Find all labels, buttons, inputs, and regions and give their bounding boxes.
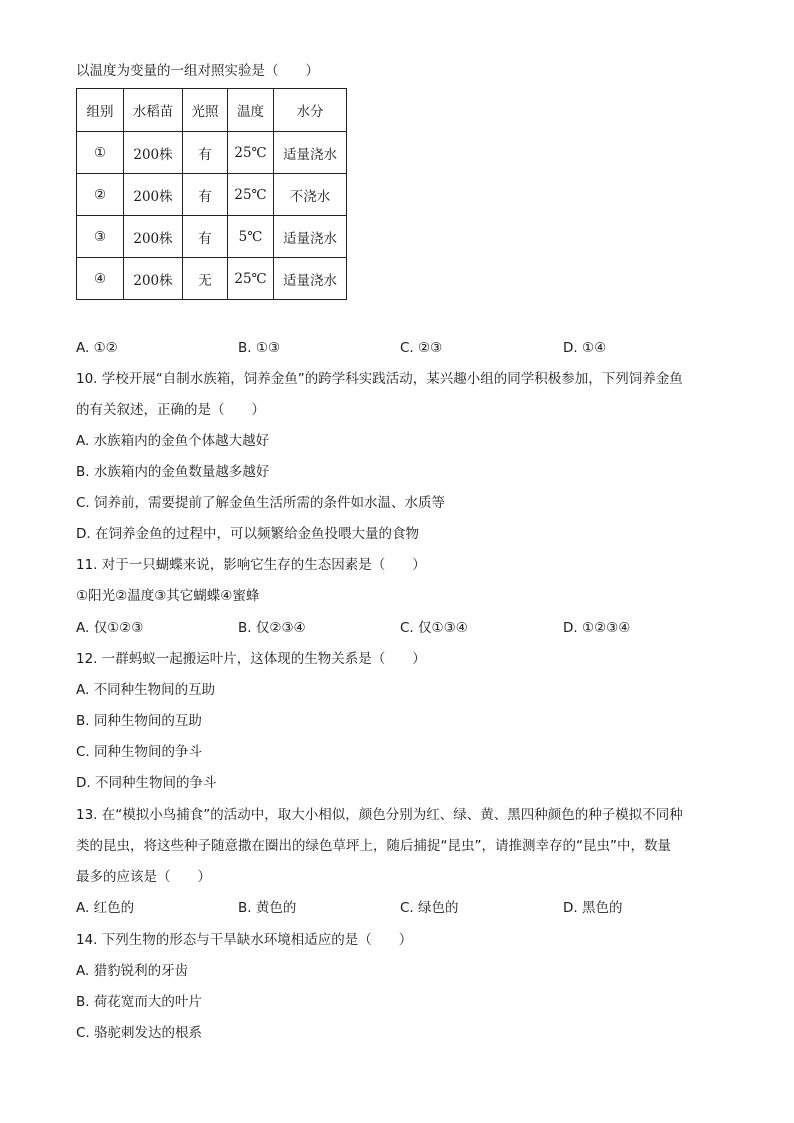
q9-option-a[interactable]: A. ①② [76,340,118,356]
q12-option-c[interactable]: C. 同种生物间的争斗 [76,744,203,760]
q10-stem: 10. 学校开展“自制水族箱，饲养金鱼”的跨学科实践活动，某兴趣小组的同学积极参加，下列饲养金鱼 [76,371,683,387]
table-cell: 5℃ [228,216,274,258]
q14-option-c[interactable]: C. 骆驼刺发达的根系 [76,1025,203,1041]
table-cell: 无 [183,258,228,300]
table-cell: 200株 [124,258,183,300]
q13-option-d[interactable]: D. 黑色的 [563,900,623,916]
table-cell: 25℃ [228,132,274,174]
q14-option-a[interactable]: A. 猎豹锐利的牙齿 [76,963,189,979]
table-row [77,216,347,258]
q14-option-b[interactable]: B. 荷花宽而大的叶片 [76,994,202,1010]
table-cell: 不浇水 [274,174,347,216]
q11-option-a[interactable]: A. 仅①②③ [76,620,144,636]
table-cell: ④ [77,258,124,300]
q13-option-b[interactable]: B. 黄色的 [238,900,297,916]
q13-stem: 13. 在“模拟小鸟捕食”的活动中，取大小相似，颜色分别为红、绿、黄、黑四种颜色的种子模拟不同种 [76,807,683,823]
q13-stem-cont: 最多的应该是（ ） [76,869,211,885]
table-cell: 适量浇水 [274,132,347,174]
q9-option-d[interactable]: D. ①④ [563,340,607,356]
q10-option-c[interactable]: C. 饲养前，需要提前了解金鱼生活所需的条件如水温、水质等 [76,495,446,511]
table-cell: 200株 [124,216,183,258]
experiment-table [76,88,347,300]
q12-option-a[interactable]: A. 不同种生物间的互助 [76,682,216,698]
q11-stem: 11. 对于一只蝴蝶来说，影响它生存的生态因素是（ ） [76,557,426,573]
q11-items: ①阳光②温度③其它蝴蝶④蜜蜂 [76,588,260,604]
table-cell: 有 [183,174,228,216]
table-cell: 适量浇水 [274,216,347,258]
q13-option-a[interactable]: A. 红色的 [76,900,135,916]
q12-option-d[interactable]: D. 不同种生物间的争斗 [76,775,217,791]
table-row [77,174,347,216]
table-cell: ③ [77,216,124,258]
q10-option-a[interactable]: A. 水族箱内的金鱼个体越大越好 [76,433,270,449]
table-header: 水稻苗 [124,89,183,132]
table-cell: 有 [183,132,228,174]
q12-option-b[interactable]: B. 同种生物间的互助 [76,713,202,729]
q11-option-b[interactable]: B. 仅②③④ [238,620,306,636]
table-cell: 25℃ [228,258,274,300]
q10-option-d[interactable]: D. 在饲养金鱼的过程中，可以频繁给金鱼投喂大量的食物 [76,526,419,542]
q9-option-b[interactable]: B. ①③ [238,340,281,356]
table-header: 光照 [183,89,228,132]
q13-stem-cont: 类的昆虫，将这些种子随意撒在圈出的绿色草坪上，随后捕捉“昆虫”，请推测幸存的“昆虫”中，数量 [76,838,671,854]
q10-stem-cont: 的有关叙述，正确的是（ ） [76,402,265,418]
table-header: 水分 [274,89,347,132]
table-header: 温度 [228,89,274,132]
table-header: 组别 [77,89,124,132]
table-cell: 适量浇水 [274,258,347,300]
q9-option-c[interactable]: C. ②③ [400,340,443,356]
table-cell: 200株 [124,132,183,174]
q12-stem: 12. 一群蚂蚁一起搬运叶片，这体现的生物关系是（ ） [76,651,426,667]
q10-option-b[interactable]: B. 水族箱内的金鱼数量越多越好 [76,464,270,480]
table-row [77,132,347,174]
table-cell: 25℃ [228,174,274,216]
table-header-row [77,89,347,132]
table-cell: 有 [183,216,228,258]
q14-stem: 14. 下列生物的形态与干旱缺水环境相适应的是（ ） [76,932,413,948]
q13-option-c[interactable]: C. 绿色的 [400,900,459,916]
table-cell: ② [77,174,124,216]
table-row [77,258,347,300]
table-cell: ① [77,132,124,174]
q11-option-d[interactable]: D. ①②③④ [563,620,631,636]
table-cell: 200株 [124,174,183,216]
q11-option-c[interactable]: C. 仅①③④ [400,620,468,636]
q9-intro: 以温度为变量的一组对照实验是（ ） [76,63,319,79]
